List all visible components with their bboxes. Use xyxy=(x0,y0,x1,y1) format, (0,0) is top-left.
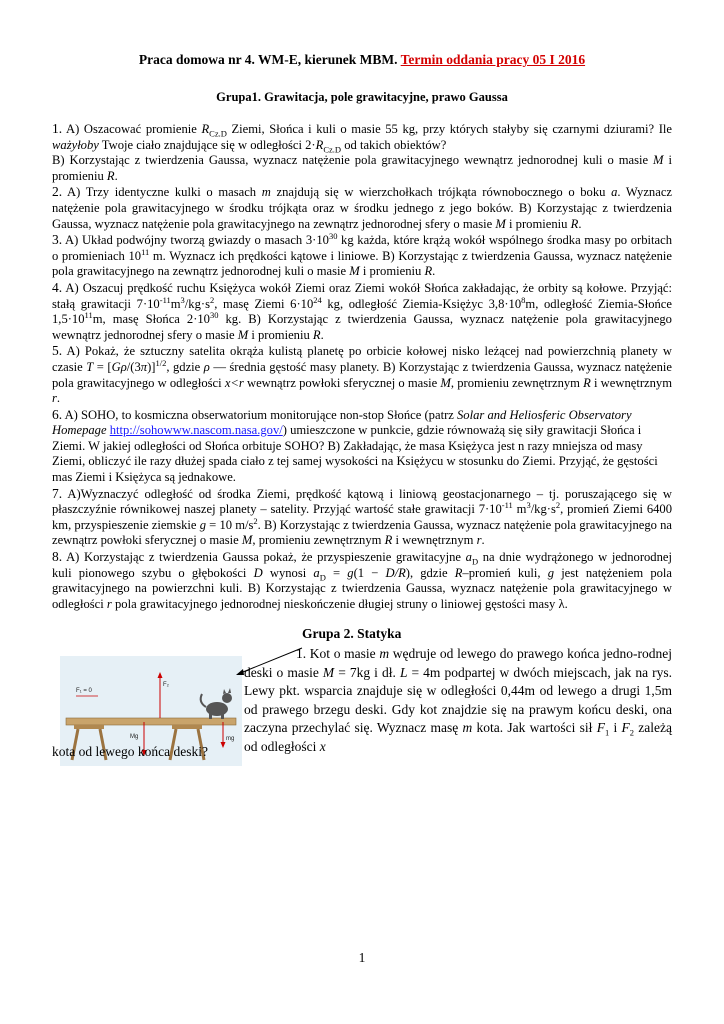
text: kg każda, które krążą wokół wspólnego środka masy po orbitach o promieniach 10 xyxy=(52,233,672,263)
problem-number: 4. xyxy=(52,279,63,295)
var: M xyxy=(495,216,506,231)
var: m xyxy=(462,720,473,736)
text: A) SOHO, to kosmiczna obserwatorium monitorujące non-stop Słońce (patrz xyxy=(62,407,457,422)
label-mg: mg xyxy=(226,736,235,743)
var: g xyxy=(547,565,555,580)
sub: Cz.D xyxy=(323,144,342,155)
sup: 11 xyxy=(141,246,150,257)
sub: D xyxy=(319,572,326,583)
text: . xyxy=(432,264,436,279)
text: ), gdzie xyxy=(405,565,455,580)
text: , masę Ziemi 6·10 xyxy=(214,296,314,311)
sup: 3 xyxy=(180,294,185,305)
text: — średnia gęstość masy planety. B) Korzystając z twierdzenia Gaussa, wyznacz natężenie pola grawitacyjnego w odległości xyxy=(52,359,673,390)
text: i promieniu xyxy=(505,216,571,231)
var: M xyxy=(237,327,249,342)
sub: 1 xyxy=(604,728,610,739)
var: M xyxy=(440,375,451,390)
sup: 8 xyxy=(521,294,526,305)
text: = 4m podpartej w dwóch miejscach, jak na rys. Lewy pkt. wsparcia znajduje się w odległości 0,44m od lewego a drugi 1,5m od prawego brzegu deski. Gdy kot znajdzie się na prawym końcu deski, ona zaczyna przechylać się. Wyznacz masę xyxy=(244,664,672,736)
var: M xyxy=(349,264,360,279)
text: wędruje od lewego do prawego końca jedno-rodnej deski o masie xyxy=(244,646,672,680)
var: R xyxy=(201,122,210,136)
var: x xyxy=(319,738,326,754)
text: i wewnętrznym xyxy=(392,533,477,548)
problem-number: 3. xyxy=(52,232,63,248)
text: = [ xyxy=(93,359,112,374)
sup: 24 xyxy=(313,294,322,305)
text: i promieniu xyxy=(52,153,672,183)
var: R xyxy=(570,216,579,231)
text: Twoje ciało znajdujące się w odległości 2· xyxy=(98,137,316,152)
var: ρ xyxy=(120,359,127,374)
text: . xyxy=(481,533,485,548)
var: a xyxy=(611,185,618,200)
var: g xyxy=(347,565,354,580)
text: /kg·s xyxy=(184,296,210,311)
text: . B) Korzystając z twierdzenia Gaussa, wyznacz natężenie pola grawitacyjnego na zewnątrz powłoki sferycznej o masie xyxy=(52,517,672,548)
var: R xyxy=(106,168,115,183)
sub: D xyxy=(471,556,479,567)
sup: -11 xyxy=(501,500,513,511)
text: (1 − xyxy=(353,565,386,580)
text: /kg·s xyxy=(530,502,556,517)
text: kg, odległość Ziemia-Księżyc 3,8·10 xyxy=(321,296,522,311)
var: λ xyxy=(558,596,565,611)
problem-3 xyxy=(52,232,672,280)
problem-4 xyxy=(52,280,672,343)
text: i promieniu xyxy=(248,327,313,342)
text: . xyxy=(578,216,582,231)
var: R xyxy=(384,533,393,548)
text: A) Oszacować promienie xyxy=(62,122,202,136)
text: m xyxy=(170,296,181,311)
text: . xyxy=(114,168,118,183)
label-Mg: Mg xyxy=(130,734,139,741)
var: M xyxy=(322,664,335,680)
text: m, odległość Ziemia-Słońce 1,5·10 xyxy=(52,296,672,327)
var: D xyxy=(253,565,263,580)
emph: ważyłoby xyxy=(52,137,99,152)
text: . xyxy=(564,596,568,611)
var: R xyxy=(312,327,321,342)
sup: 2 xyxy=(555,500,561,511)
problem-5 xyxy=(52,343,672,406)
text: A)Wyznaczyć odległość od środka Ziemi, prędkość kątową i liniową geostacjonarnego – tj. poruszającego się w płaszczyźnie równikowej naszej planety – satelity. Przyjąć wartość stałe grawitacji 7·10 xyxy=(52,486,672,517)
sup: -11 xyxy=(159,294,171,305)
group2-problem-1-tail: kota od lewego końca deski? xyxy=(52,744,208,760)
text: i promieniu xyxy=(359,264,425,279)
var: a xyxy=(313,565,320,580)
text: , promień Ziemi 6400 km, przyspieszenie ziemskie xyxy=(52,502,673,532)
var: a xyxy=(465,550,472,565)
text: zależą od odległości xyxy=(244,720,672,754)
text: A) Korzystając z twierdzenia Gaussa pokaż, że przyspieszenie grawitacyjne xyxy=(62,550,466,565)
text: A) Trzy identyczne kulki o masach xyxy=(62,185,262,200)
sup: 2 xyxy=(253,515,258,526)
text: A) Pokaż, że sztuczny satelita okrąża kulistą planetę po orbicie kołowej nisko leżącej nad powierzchnią planety w czasie xyxy=(52,344,672,374)
problem-1 xyxy=(52,121,672,184)
page-title xyxy=(52,52,672,68)
sup: 30 xyxy=(209,309,219,320)
sup: 11 xyxy=(84,309,93,320)
sup: 30 xyxy=(328,230,338,241)
text: na dnie wydrążonego w jednorodnej kuli pionowego szybu o głębokości xyxy=(52,550,672,580)
text: od takich obiektów? xyxy=(341,137,447,152)
text: ) umieszczone w punkcie, gdzie równoważą się siły grawitacji Słońca i Ziemi. W jakiej odległości od Słońca orbituje SOHO? B) Zakładając, że masa Księżyca jest n razy mniejsza od masy Ziemi, obliczyć ile razy dłużej spada ciało z tej samej wysokości na Księżycu w stosunku do Ziemi. Przyjąć, że gęstości mas Ziemi i Księżyca są jednakowe. xyxy=(52,423,658,485)
problem-number: 6. xyxy=(52,406,63,422)
text: m xyxy=(512,502,527,517)
var: r xyxy=(476,533,482,548)
var: R xyxy=(454,565,463,580)
var: R xyxy=(315,137,324,152)
text: A) Oszacuj prędkość ruchu Księżyca wokół Ziemi oraz Ziemi wokół Słońca zakładając, że orbity są kołowe. Przyjąć: stałą grawitacji 7·10 xyxy=(52,280,672,311)
var: r xyxy=(52,391,57,406)
text: kg. B) Korzystając z twierdzenia Gaussa, wyznacz natężenie pola grawitacyjnego wewnątrz jednorodnej sfery o masie xyxy=(52,312,672,342)
text: m. Wyznacz ich prędkości kątowe i liniowe. B) Korzystając z twierdzenia Gaussa, wyznacz natężenie pola grawitacyjnego na zewnątrz jednorodnej kuli o masie xyxy=(52,248,672,279)
var: ρ xyxy=(203,359,210,374)
var: r xyxy=(106,596,112,611)
var: F xyxy=(621,720,630,736)
problem-6 xyxy=(52,407,672,486)
text: –promień kuli, xyxy=(462,565,548,580)
var: T xyxy=(86,359,94,374)
text: A) Układ podwójny tworzą gwiazdy o masach 3·10 xyxy=(62,233,329,248)
var: L xyxy=(399,664,408,680)
problem-number: 5. xyxy=(52,343,63,359)
text: B) Korzystając z twierdzenia Gaussa, wyznacz natężenie pola grawitacyjnego wewnątrz jednorodnej kuli o masie xyxy=(52,153,654,168)
soho-link[interactable]: http://sohowww.nascom.nasa.gov/ xyxy=(109,423,283,438)
text: )] xyxy=(147,359,156,374)
sup: 2 xyxy=(209,294,215,305)
var: m xyxy=(379,646,390,662)
problem-number: 2. xyxy=(52,184,63,200)
text: i xyxy=(609,720,622,736)
problem-7 xyxy=(52,486,672,549)
text: m, masę Słońca 2·10 xyxy=(92,312,210,327)
problem-8 xyxy=(52,549,672,612)
text: znajdują się w wierzchołkach trójkąta równobocznego o boku xyxy=(270,185,612,200)
page-number: 1 xyxy=(358,950,366,965)
title-main: Praca domowa nr 4. WM-E, kierunek MBM. xyxy=(138,52,398,67)
var: π xyxy=(140,359,148,374)
text: = xyxy=(325,565,348,580)
text: pola grawitacyjnego jednorodnej nieskończenie długiej struny o liniowej gęstości masy xyxy=(111,596,559,611)
group1-title: Grupa1. Grawitacja, pole grawitacyjne, prawo Gaussa xyxy=(216,90,508,104)
group2-problem-1 xyxy=(244,645,672,756)
emph: Solar and Heliosferic Observatory Homepage xyxy=(52,407,632,438)
text: . xyxy=(320,327,324,342)
text: . Wyznacz natężenie pola grawitacyjnego w środku trójkąta oraz w środku jednego z jego boków. B) Korzystając z twierdzenia Gaussa, wyznacz natężenie pola grawitacyjnego na zewnątrz jednorodnej sfery o masie xyxy=(52,185,672,231)
group2 xyxy=(52,626,672,786)
text: /(3 xyxy=(126,359,141,374)
var: D/R xyxy=(385,565,406,580)
text: kota. Jak wartości sił xyxy=(472,720,597,736)
sup: 1/2 xyxy=(155,357,167,368)
page xyxy=(52,52,672,786)
problem-number: 8. xyxy=(52,549,63,565)
text: wewnątrz powłoki sferycznej o masie xyxy=(243,375,441,390)
label-f2: F₂ xyxy=(163,682,169,689)
problem-number: 1. xyxy=(296,646,307,662)
var: g xyxy=(199,517,206,532)
text: , gdzie xyxy=(166,359,204,374)
text: , promieniu zewnętrznym xyxy=(252,533,385,548)
group2-title: Grupa 2. Statyka xyxy=(302,626,402,642)
text: Ziemi, Słońca i kuli o masie 55 kg, przy których stałyby się czarnymi dziurami? Ile xyxy=(226,122,672,136)
board xyxy=(66,718,236,725)
text: jest natężeniem pola grawitacyjnego na powierzchni kuli. B) Korzystając z twierdzenia Gaussa, wyznacz natężenie pola grawitacyjnego w odległości xyxy=(52,565,673,611)
var: M xyxy=(653,153,664,168)
text: , promieniu zewnętrznym xyxy=(450,375,584,390)
var: R xyxy=(583,375,591,390)
var: x<r xyxy=(224,375,244,390)
var: G xyxy=(111,359,121,374)
var: R xyxy=(424,264,433,279)
problem-2 xyxy=(52,184,672,232)
problem-number: 1. xyxy=(52,121,63,136)
problem-number: 7. xyxy=(52,485,63,501)
var: M xyxy=(241,533,253,548)
text: i wewnętrznym xyxy=(590,375,672,390)
text: = 7kg i dł. xyxy=(334,664,400,680)
text: wynosi xyxy=(262,565,314,580)
text: . xyxy=(56,391,61,406)
label-f1: F₁ = 0 xyxy=(76,688,92,695)
text: Kot o masie xyxy=(306,646,380,662)
var: m xyxy=(261,185,271,200)
sub: Cz.D xyxy=(209,128,227,139)
text: = 10 m/s xyxy=(205,517,254,532)
due-date: Termin oddania pracy 05 I 2016 xyxy=(400,52,586,67)
sub: 2 xyxy=(629,728,634,739)
sup: 3 xyxy=(526,500,531,511)
var: F xyxy=(596,720,605,736)
